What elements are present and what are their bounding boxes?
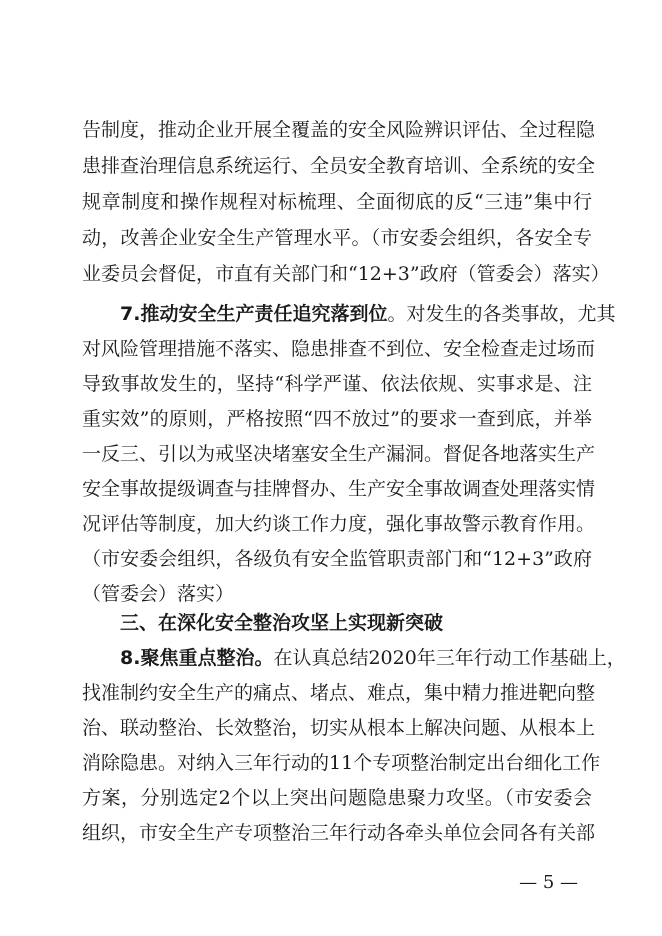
section7-line-7: （市安委会组织，各级负有安全监管职责部门和“12+3”政府	[82, 548, 592, 570]
section8-line-5: 组织，市安全生产专项整治三年行动各牵头单位会同各有关部	[82, 822, 596, 844]
section7-line-8: （管委会）落实）	[82, 583, 235, 605]
section7-line-5: 安全事故提级调查与挂牌督办、生产安全事故调查处理落实情	[82, 478, 596, 500]
section7-line-1: 对风险管理措施不落实、隐患排查不到位、安全检查走过场而	[82, 338, 596, 360]
page-number: — 5 —	[519, 872, 578, 893]
section8-title: 8.聚焦重点整治。	[120, 647, 274, 669]
body-line-3: 规章制度和操作规程对标梳理、全面彻底的反“三违”集中行	[82, 191, 592, 213]
section7-line-4: 一反三、引以为戒坚决堵塞安全生产漏洞。督促各地落实生产	[82, 443, 596, 465]
section8-line-2: 治、联动整治、长效整治，切实从根本上解决问题、从根本上	[82, 717, 596, 739]
section-heading-3: 三、在深化安全整治攻坚上实现新突破	[120, 612, 444, 634]
body-line-4: 动，改善企业安全生产管理水平。（市安委会组织，各安全专	[82, 227, 592, 249]
section7-line-6: 况评估等制度，加大约谈工作力度，强化事故警示教育作用。	[82, 513, 596, 535]
section7-line-3: 重实效”的原则，严格按照“四不放过”的要求一查到底，并举	[82, 408, 592, 430]
section8-first-line	[120, 638, 626, 678]
section7-line-2: 导致事故发生的，坚持“科学严谨、依法依规、实事求是、注	[82, 373, 592, 395]
section8-first-rest: 在认真总结2020年三年行动工作基础上，	[273, 647, 626, 669]
section7-title: 7.推动安全生产责任追究落到位	[120, 303, 388, 325]
body-line-5: 业委员会督促，市直有关部门和“12+3”政府（管委会）落实）	[82, 263, 610, 285]
body-line-2: 患排查治理信息系统运行、全员安全教育培训、全系统的安全	[82, 155, 596, 177]
section8-line-3: 消除隐患。对纳入三年行动的11个专项整治制定出台细化工作	[82, 752, 601, 774]
body-line-1: 告制度，推动企业开展全覆盖的安全风险辨识评估、全过程隐	[82, 119, 596, 141]
section8-line-1: 找准制约安全生产的痛点、堵点、难点，集中精力推进靶向整	[82, 682, 596, 704]
section7-first-rest: 。对发生的各类事故，尤其	[387, 303, 616, 325]
section7-first-line	[120, 294, 616, 334]
section8-line-4: 方案，分别选定2个以上突出问题隐患聚力攻坚。（市安委会	[82, 787, 592, 809]
